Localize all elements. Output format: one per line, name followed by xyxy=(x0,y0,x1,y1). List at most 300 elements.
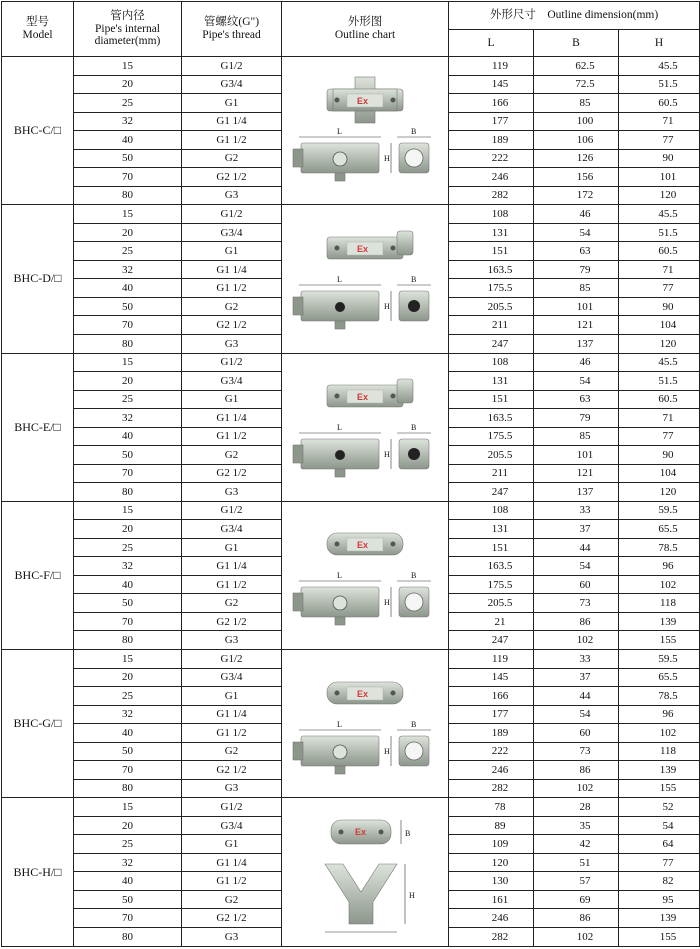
dimension-l-cell: 205.5 xyxy=(449,594,534,613)
dimension-h-cell: 51.5 xyxy=(619,75,700,94)
dimension-l-cell: 246 xyxy=(449,761,534,780)
dimension-h-cell: 139 xyxy=(619,909,700,928)
diameter-cell: 25 xyxy=(74,835,182,854)
header-diameter-cn: 管内径 xyxy=(110,10,145,23)
diameter-cell: 80 xyxy=(74,186,182,205)
label-b: B xyxy=(411,274,417,284)
dimension-l-cell: 282 xyxy=(449,779,534,798)
dimension-l-cell: 151 xyxy=(449,538,534,557)
header-model xyxy=(2,2,74,57)
outline-chart-cell xyxy=(282,798,449,947)
label-h: H xyxy=(384,301,390,311)
thread-cell: G1/2 xyxy=(182,57,282,76)
thread-cell: G3 xyxy=(182,779,282,798)
diameter-cell: 15 xyxy=(74,353,182,372)
dimension-b-cell: 102 xyxy=(534,631,619,650)
diameter-cell: 70 xyxy=(74,168,182,187)
thread-cell: G1/2 xyxy=(182,353,282,372)
header-diameter xyxy=(74,2,182,57)
diameter-cell: 25 xyxy=(74,390,182,409)
diameter-cell: 40 xyxy=(74,575,182,594)
dimension-b-cell: 137 xyxy=(534,334,619,353)
dimension-h-cell: 78.5 xyxy=(619,687,700,706)
diameter-cell: 70 xyxy=(74,464,182,483)
dimension-l-cell: 205.5 xyxy=(449,297,534,316)
label-b: B xyxy=(411,719,417,729)
dimension-l-cell: 161 xyxy=(449,890,534,909)
dimension-b-cell: 60 xyxy=(534,575,619,594)
dimension-h-cell: 52 xyxy=(619,798,700,817)
ex-mark: Ex xyxy=(357,540,369,551)
dimension-h-cell: 77 xyxy=(619,427,700,446)
dimension-h-cell: 45.5 xyxy=(619,353,700,372)
diameter-cell: 20 xyxy=(74,520,182,539)
thread-cell: G3/4 xyxy=(182,372,282,391)
diameter-cell: 50 xyxy=(74,890,182,909)
dimension-b-cell: 86 xyxy=(534,612,619,631)
dimension-h-cell: 90 xyxy=(619,446,700,465)
dimension-l-cell: 130 xyxy=(449,872,534,891)
label-l: L xyxy=(337,571,342,581)
dimension-h-cell: 77 xyxy=(619,279,700,298)
dimension-l-cell: 247 xyxy=(449,483,534,502)
thread-cell: G2 1/2 xyxy=(182,168,282,187)
thread-cell: G2 1/2 xyxy=(182,316,282,335)
diameter-cell: 15 xyxy=(74,798,182,817)
diameter-cell: 80 xyxy=(74,483,182,502)
dimension-l-cell: 175.5 xyxy=(449,279,534,298)
dimension-b-cell: 46 xyxy=(534,205,619,224)
thread-cell: G2 xyxy=(182,890,282,909)
dimension-b-cell: 85 xyxy=(534,427,619,446)
thread-cell: G1 xyxy=(182,835,282,854)
ex-mark: Ex xyxy=(357,243,369,254)
dimension-b-cell: 172 xyxy=(534,186,619,205)
diameter-cell: 50 xyxy=(74,446,182,465)
dimension-b-cell: 137 xyxy=(534,483,619,502)
label-h: H xyxy=(409,891,415,901)
diameter-cell: 32 xyxy=(74,409,182,428)
thread-cell: G2 1/2 xyxy=(182,909,282,928)
table-row xyxy=(2,205,700,224)
header-dimension-cn: 外形尺寸 xyxy=(489,9,536,22)
dimension-b-cell: 73 xyxy=(534,742,619,761)
diameter-cell: 70 xyxy=(74,761,182,780)
ex-mark: Ex xyxy=(355,827,367,838)
dimension-h-cell: 54 xyxy=(619,816,700,835)
diameter-cell: 25 xyxy=(74,242,182,261)
dimension-l-cell: 175.5 xyxy=(449,427,534,446)
dimension-b-cell: 44 xyxy=(534,687,619,706)
diameter-cell: 80 xyxy=(74,779,182,798)
dimension-h-cell: 120 xyxy=(619,334,700,353)
thread-cell: G1 1/4 xyxy=(182,853,282,872)
model-cell: BHC-E/□ xyxy=(2,353,74,501)
dimension-l-cell: 163.5 xyxy=(449,260,534,279)
dimension-l-cell: 177 xyxy=(449,705,534,724)
dimension-h-cell: 155 xyxy=(619,927,700,946)
spec-table xyxy=(1,1,700,947)
dimension-h-cell: 102 xyxy=(619,724,700,743)
diameter-cell: 50 xyxy=(74,742,182,761)
dimension-h-cell: 118 xyxy=(619,742,700,761)
dimension-h-cell: 59.5 xyxy=(619,650,700,669)
thread-cell: G1/2 xyxy=(182,205,282,224)
diameter-cell: 80 xyxy=(74,631,182,650)
dimension-l-cell: 189 xyxy=(449,131,534,150)
dimension-l-cell: 246 xyxy=(449,168,534,187)
outline-chart-cell xyxy=(282,205,449,353)
thread-cell: G3 xyxy=(182,483,282,502)
thread-cell: G2 xyxy=(182,297,282,316)
dimension-h-cell: 60.5 xyxy=(619,94,700,113)
header-thread-cn: 管螺纹(G") xyxy=(203,16,260,29)
thread-cell: G2 xyxy=(182,594,282,613)
diameter-cell: 32 xyxy=(74,260,182,279)
dimension-l-cell: 151 xyxy=(449,390,534,409)
dimension-l-cell: 120 xyxy=(449,853,534,872)
label-h: H xyxy=(384,746,390,756)
thread-cell: G1 1/4 xyxy=(182,112,282,131)
thread-cell: G1 1/2 xyxy=(182,724,282,743)
thread-cell: G3 xyxy=(182,927,282,946)
dimension-h-cell: 120 xyxy=(619,483,700,502)
dimension-l-cell: 175.5 xyxy=(449,575,534,594)
thread-cell: G1 xyxy=(182,242,282,261)
dimension-b-cell: 101 xyxy=(534,297,619,316)
label-h: H xyxy=(384,450,390,460)
table-row xyxy=(2,57,700,76)
dimension-l-cell: 109 xyxy=(449,835,534,854)
dimension-l-cell: 222 xyxy=(449,149,534,168)
thread-cell: G3 xyxy=(182,186,282,205)
dimension-l-cell: 108 xyxy=(449,205,534,224)
dimension-l-cell: 211 xyxy=(449,464,534,483)
dimension-b-cell: 54 xyxy=(534,557,619,576)
dimension-h-cell: 45.5 xyxy=(619,205,700,224)
dimension-l-cell: 246 xyxy=(449,909,534,928)
header-chart-en: Outline chart xyxy=(334,29,396,41)
diameter-cell: 20 xyxy=(74,223,182,242)
dimension-b-cell: 57 xyxy=(534,872,619,891)
dimension-l-cell: 151 xyxy=(449,242,534,261)
dimension-l-cell: 166 xyxy=(449,94,534,113)
dimension-l-cell: 282 xyxy=(449,927,534,946)
thread-cell: G1 1/4 xyxy=(182,705,282,724)
dimension-l-cell: 131 xyxy=(449,223,534,242)
dimension-l-cell: 145 xyxy=(449,75,534,94)
dimension-h-cell: 95 xyxy=(619,890,700,909)
thread-cell: G1 1/2 xyxy=(182,131,282,150)
table-row xyxy=(2,501,700,520)
table-row xyxy=(2,353,700,372)
diameter-cell: 32 xyxy=(74,557,182,576)
thread-cell: G1 1/2 xyxy=(182,279,282,298)
dimension-b-cell: 42 xyxy=(534,835,619,854)
thread-cell: G2 1/2 xyxy=(182,612,282,631)
dimension-h-cell: 96 xyxy=(619,557,700,576)
diameter-cell: 40 xyxy=(74,279,182,298)
diameter-cell: 50 xyxy=(74,149,182,168)
dimension-h-cell: 59.5 xyxy=(619,501,700,520)
fitting-drawing xyxy=(285,209,445,349)
dimension-l-cell: 177 xyxy=(449,112,534,131)
dimension-l-cell: 163.5 xyxy=(449,409,534,428)
dimension-b-cell: 86 xyxy=(534,761,619,780)
dimension-h-cell: 64 xyxy=(619,835,700,854)
label-h: H xyxy=(384,598,390,608)
diameter-cell: 40 xyxy=(74,427,182,446)
dimension-b-cell: 85 xyxy=(534,94,619,113)
diameter-cell: 32 xyxy=(74,112,182,131)
dimension-b-cell: 121 xyxy=(534,316,619,335)
diameter-cell: 50 xyxy=(74,594,182,613)
label-l: L xyxy=(337,126,342,136)
diameter-cell: 32 xyxy=(74,853,182,872)
dimension-b-cell: 28 xyxy=(534,798,619,817)
dimension-h-cell: 90 xyxy=(619,149,700,168)
dimension-l-cell: 108 xyxy=(449,353,534,372)
diameter-cell: 25 xyxy=(74,687,182,706)
dimension-l-cell: 78 xyxy=(449,798,534,817)
outline-chart-cell xyxy=(282,353,449,501)
diameter-cell: 80 xyxy=(74,927,182,946)
thread-cell: G1 1/2 xyxy=(182,427,282,446)
dimension-l-cell: 119 xyxy=(449,650,534,669)
dimension-h-cell: 120 xyxy=(619,186,700,205)
model-cell: BHC-D/□ xyxy=(2,205,74,353)
ex-mark: Ex xyxy=(357,392,369,403)
diameter-cell: 32 xyxy=(74,705,182,724)
header-model-en: Model xyxy=(22,29,53,41)
header-model-cn: 型号 xyxy=(26,16,49,29)
dimension-h-cell: 65.5 xyxy=(619,520,700,539)
thread-cell: G1 1/4 xyxy=(182,409,282,428)
dimension-l-cell: 247 xyxy=(449,631,534,650)
dimension-b-cell: 63 xyxy=(534,242,619,261)
diameter-cell: 25 xyxy=(74,538,182,557)
model-cell: BHC-G/□ xyxy=(2,650,74,798)
dimension-b-cell: 54 xyxy=(534,372,619,391)
dimension-b-cell: 72.5 xyxy=(534,75,619,94)
thread-cell: G3 xyxy=(182,334,282,353)
dimension-b-cell: 62.5 xyxy=(534,57,619,76)
diameter-cell: 70 xyxy=(74,612,182,631)
thread-cell: G1/2 xyxy=(182,501,282,520)
thread-cell: G1/2 xyxy=(182,650,282,669)
dimension-b-cell: 102 xyxy=(534,927,619,946)
dimension-h-cell: 96 xyxy=(619,705,700,724)
dimension-h-cell: 60.5 xyxy=(619,390,700,409)
diameter-cell: 15 xyxy=(74,501,182,520)
ex-mark: Ex xyxy=(357,688,369,699)
dimension-b-cell: 79 xyxy=(534,260,619,279)
dimension-l-cell: 247 xyxy=(449,334,534,353)
dimension-l-cell: 131 xyxy=(449,520,534,539)
dimension-h-cell: 71 xyxy=(619,112,700,131)
diameter-cell: 70 xyxy=(74,316,182,335)
thread-cell: G2 1/2 xyxy=(182,761,282,780)
thread-cell: G1 xyxy=(182,687,282,706)
dimension-b-cell: 73 xyxy=(534,594,619,613)
model-cell: BHC-C/□ xyxy=(2,57,74,205)
header-dimension-en: Outline dimension(mm) xyxy=(547,9,659,22)
header-col-l: L xyxy=(449,30,534,57)
dimension-h-cell: 90 xyxy=(619,297,700,316)
thread-cell: G2 xyxy=(182,446,282,465)
header-chart xyxy=(282,2,449,57)
dimension-h-cell: 51.5 xyxy=(619,223,700,242)
thread-cell: G1 xyxy=(182,538,282,557)
dimension-h-cell: 45.5 xyxy=(619,57,700,76)
dimension-b-cell: 46 xyxy=(534,353,619,372)
dimension-h-cell: 139 xyxy=(619,612,700,631)
thread-cell: G3/4 xyxy=(182,75,282,94)
thread-cell: G3/4 xyxy=(182,520,282,539)
header-thread-en: Pipe's thread xyxy=(202,29,261,41)
dimension-b-cell: 63 xyxy=(534,390,619,409)
dimension-h-cell: 155 xyxy=(619,779,700,798)
dimension-l-cell: 282 xyxy=(449,186,534,205)
dimension-h-cell: 139 xyxy=(619,761,700,780)
fitting-drawing xyxy=(285,61,445,201)
dimension-b-cell: 33 xyxy=(534,501,619,520)
diameter-cell: 80 xyxy=(74,334,182,353)
dimension-l-cell: 163.5 xyxy=(449,557,534,576)
header-diameter-en1: Pipe's internal xyxy=(95,22,160,35)
diameter-cell: 40 xyxy=(74,872,182,891)
diameter-cell: 20 xyxy=(74,816,182,835)
dimension-l-cell: 222 xyxy=(449,742,534,761)
label-h: H xyxy=(384,153,390,163)
dimension-h-cell: 65.5 xyxy=(619,668,700,687)
fitting-drawing xyxy=(285,357,445,497)
dimension-l-cell: 21 xyxy=(449,612,534,631)
thread-cell: G3/4 xyxy=(182,668,282,687)
dimension-h-cell: 118 xyxy=(619,594,700,613)
thread-cell: G1 1/4 xyxy=(182,260,282,279)
fitting-drawing xyxy=(285,654,445,794)
dimension-l-cell: 166 xyxy=(449,687,534,706)
label-b: B xyxy=(411,571,417,581)
label-b: B xyxy=(411,126,417,136)
dimension-h-cell: 60.5 xyxy=(619,242,700,261)
dimension-l-cell: 119 xyxy=(449,57,534,76)
dimension-h-cell: 78.5 xyxy=(619,538,700,557)
label-b: B xyxy=(411,423,417,433)
dimension-l-cell: 205.5 xyxy=(449,446,534,465)
dimension-h-cell: 82 xyxy=(619,872,700,891)
dimension-b-cell: 86 xyxy=(534,909,619,928)
dimension-h-cell: 104 xyxy=(619,464,700,483)
dimension-l-cell: 108 xyxy=(449,501,534,520)
dimension-h-cell: 71 xyxy=(619,409,700,428)
dimension-h-cell: 104 xyxy=(619,316,700,335)
thread-cell: G2 xyxy=(182,742,282,761)
dimension-b-cell: 156 xyxy=(534,168,619,187)
thread-cell: G1 1/2 xyxy=(182,575,282,594)
dimension-b-cell: 51 xyxy=(534,853,619,872)
dimension-b-cell: 102 xyxy=(534,779,619,798)
label-l: L xyxy=(337,719,342,729)
table-row xyxy=(2,798,700,817)
dimension-h-cell: 101 xyxy=(619,168,700,187)
thread-cell: G3 xyxy=(182,631,282,650)
outline-chart-cell xyxy=(282,57,449,205)
dimension-h-cell: 77 xyxy=(619,853,700,872)
dimension-b-cell: 54 xyxy=(534,705,619,724)
thread-cell: G3/4 xyxy=(182,223,282,242)
thread-cell: G1 1/4 xyxy=(182,557,282,576)
dimension-h-cell: 51.5 xyxy=(619,372,700,391)
label-l: L xyxy=(337,274,342,284)
dimension-b-cell: 101 xyxy=(534,446,619,465)
model-cell: BHC-H/□ xyxy=(2,798,74,947)
dimension-b-cell: 126 xyxy=(534,149,619,168)
dimension-l-cell: 189 xyxy=(449,724,534,743)
fitting-drawing xyxy=(285,802,445,942)
header-thread xyxy=(182,2,282,57)
dimension-b-cell: 60 xyxy=(534,724,619,743)
fitting-drawing xyxy=(285,505,445,645)
dimension-l-cell: 89 xyxy=(449,816,534,835)
dimension-b-cell: 44 xyxy=(534,538,619,557)
diameter-cell: 20 xyxy=(74,75,182,94)
model-cell: BHC-F/□ xyxy=(2,501,74,649)
dimension-b-cell: 33 xyxy=(534,650,619,669)
dimension-l-cell: 145 xyxy=(449,668,534,687)
diameter-cell: 25 xyxy=(74,94,182,113)
dimension-h-cell: 77 xyxy=(619,131,700,150)
spec-table-body xyxy=(2,57,700,947)
thread-cell: G3/4 xyxy=(182,816,282,835)
diameter-cell: 20 xyxy=(74,668,182,687)
dimension-b-cell: 79 xyxy=(534,409,619,428)
thread-cell: G1 xyxy=(182,390,282,409)
dimension-l-cell: 131 xyxy=(449,372,534,391)
header-col-h: H xyxy=(619,30,700,57)
dimension-b-cell: 35 xyxy=(534,816,619,835)
dimension-b-cell: 85 xyxy=(534,279,619,298)
diameter-cell: 50 xyxy=(74,297,182,316)
thread-cell: G1 xyxy=(182,94,282,113)
header-chart-cn: 外形图 xyxy=(347,16,383,29)
dimension-b-cell: 69 xyxy=(534,890,619,909)
table-row xyxy=(2,650,700,669)
dimension-l-cell: 211 xyxy=(449,316,534,335)
label-l: L xyxy=(337,423,342,433)
diameter-cell: 40 xyxy=(74,131,182,150)
dimension-b-cell: 106 xyxy=(534,131,619,150)
dimension-b-cell: 37 xyxy=(534,520,619,539)
outline-chart-cell xyxy=(282,501,449,649)
header-col-b: B xyxy=(534,30,619,57)
thread-cell: G1/2 xyxy=(182,798,282,817)
dimension-h-cell: 71 xyxy=(619,260,700,279)
ex-mark: Ex xyxy=(357,95,369,106)
diameter-cell: 70 xyxy=(74,909,182,928)
thread-cell: G1 1/2 xyxy=(182,872,282,891)
outline-chart-cell xyxy=(282,650,449,798)
diameter-cell: 40 xyxy=(74,724,182,743)
dimension-h-cell: 102 xyxy=(619,575,700,594)
dimension-b-cell: 54 xyxy=(534,223,619,242)
diameter-cell: 15 xyxy=(74,650,182,669)
header-dimension xyxy=(449,2,700,30)
header-diameter-en2: diameter(mm) xyxy=(94,35,161,48)
dimension-b-cell: 121 xyxy=(534,464,619,483)
diameter-cell: 15 xyxy=(74,205,182,224)
